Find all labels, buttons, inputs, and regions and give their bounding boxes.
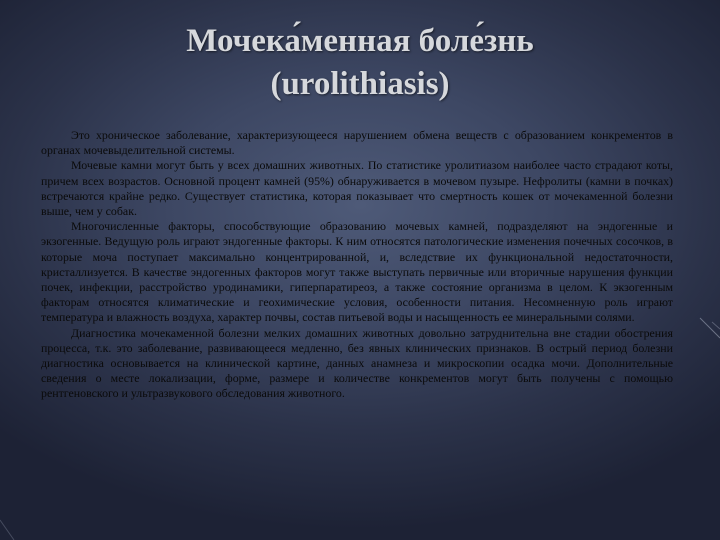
paragraph-definition: Это хроническое заболевание, характеризующееся нарушением обмена веществ с образованием конкрементов в органах мочевыделительной системы. [41,128,673,158]
paragraph-diagnostics: Диагностика мочекаменной болезни мелких домашних животных довольно затруднительна вне стадии обострения процесса, т.к. это заболевание, развивающееся медленно, без явных клинических признаков. В острый период болезни диагностика основывается на клинической картине, данных анамнеза и микроскопии осадка мочи. Дополнительные сведения о месте локализации, форме, размере и количестве конкрементов могут быть получены с помощью рентгеновского и ультразвукового обследования животного. [41,325,673,401]
paragraph-statistics: Мочевые камни могут быть у всех домашних животных. По статистике уролитиазом наиболее часто страдают коты, причем всех возрастов. Основной процент камней (95%) обнаруживается в мочевом пузыре. Нефролиты (камни в почках) встречаются крайне редко. Существует статистика, которая показывает что смертность кошек от мочекаменной болезни выше, чем у собак. [41,158,673,219]
title-line-1: Мочека́менная боле́знь [186,23,534,59]
title-line-2: (urolithiasis) [270,66,450,102]
slide-title [60,20,660,106]
paragraph-factors: Многочисленные факторы, способствующие образованию мочевых камней, подразделяют на эндогенные и экзогенные. Ведущую роль играют эндогенные факторы. К ним относятся патологические изменения почечных сосочков, в которые моча поступает максимально концентрированной, и, вследствие их функциональной недостаточности, кристаллизуется. В качестве эндогенных факторов могут также выступать первичные или вторичные нарушения функции почек, инфекции, расстройство уродинамики, гиперпаратиреоз, а также состояние организма в целом. К экзогенным факторам относятся климатические и геохимические условия, особенности питания. Несомненную роль играют температура и влажность воздуха, характер почвы, состав питьевой воды и насыщенность ее минеральными солями. [41,219,673,325]
slide-body [41,128,673,402]
